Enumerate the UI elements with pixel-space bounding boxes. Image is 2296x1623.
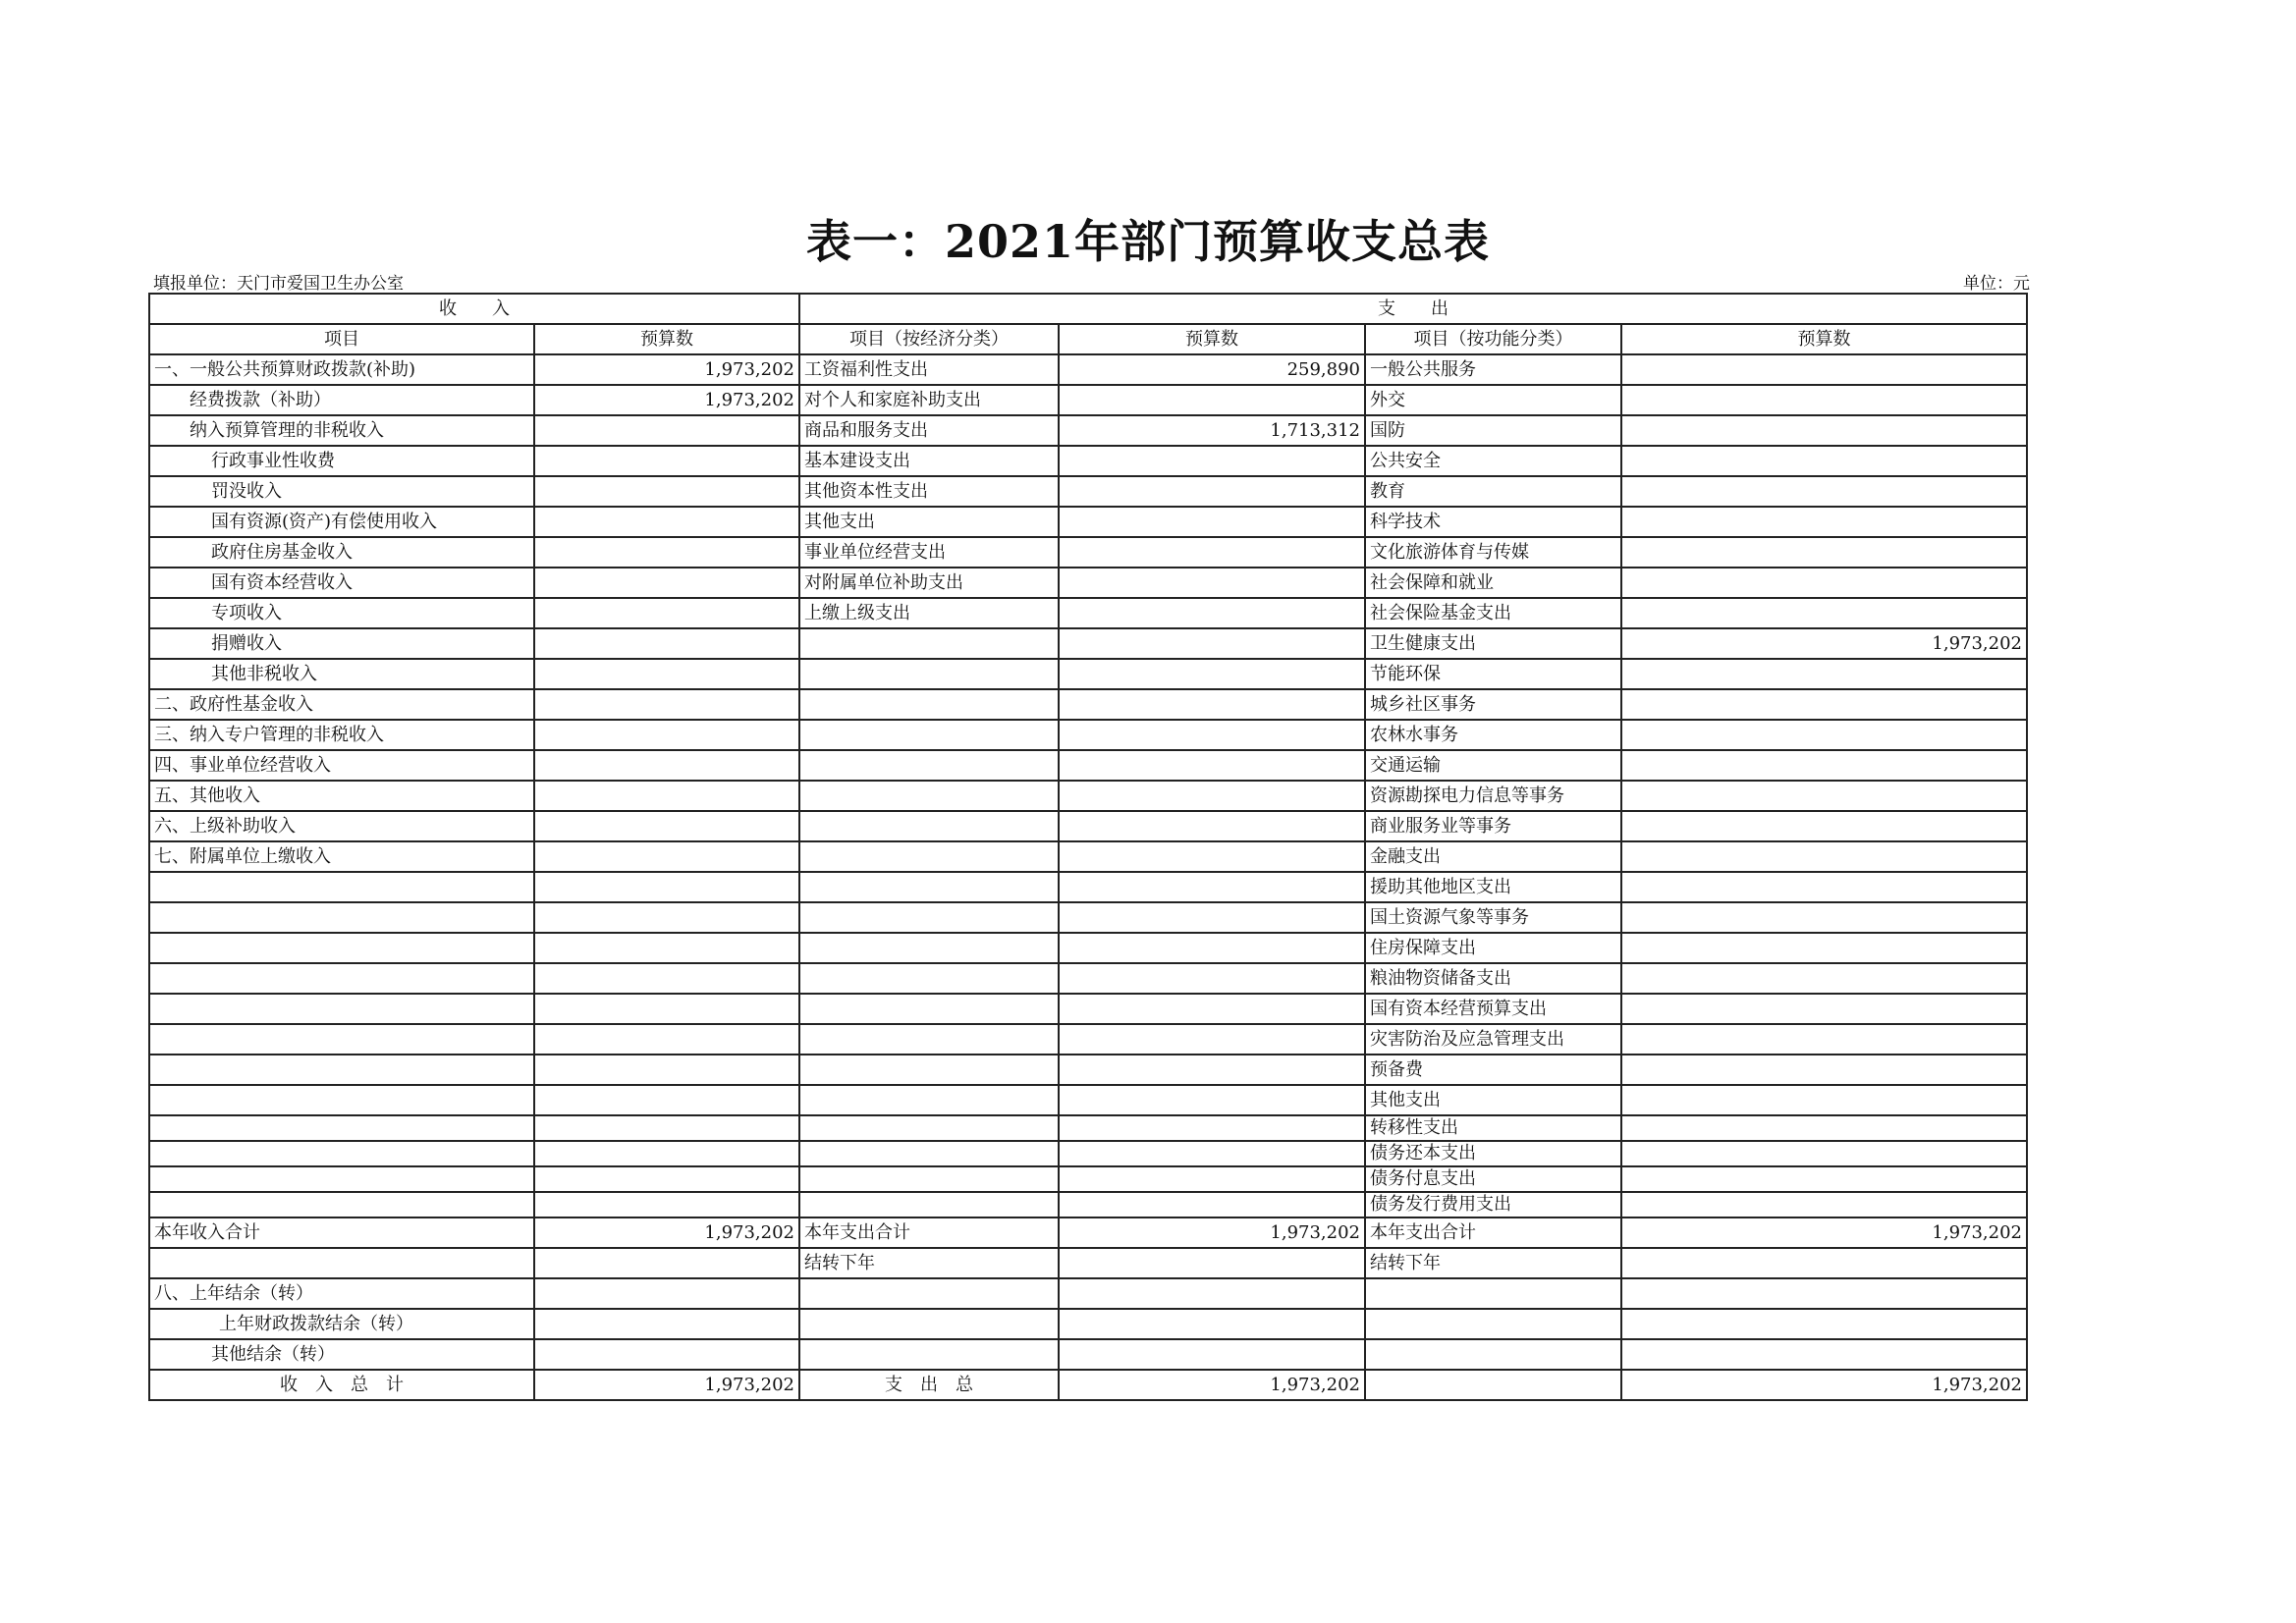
table-row [149, 781, 2027, 811]
econ-item-cell: 其他资本性支出 [799, 476, 1059, 507]
func-amount-cell [1621, 598, 2027, 628]
func-item-cell: 城乡社区事务 [1365, 689, 1621, 720]
func-amount-cell [1621, 1141, 2027, 1166]
func-item-cell: 交通运输 [1365, 750, 1621, 781]
income-item-cell: 其他结余（转） [149, 1339, 534, 1370]
econ-amount-cell: 259,890 [1059, 354, 1365, 385]
func-amount-cell [1621, 415, 2027, 446]
func-item-cell: 节能环保 [1365, 659, 1621, 689]
func-amount-cell: 1,973,202 [1621, 628, 2027, 659]
page-title: 表一：2021年部门预算收支总表 [805, 215, 1491, 268]
econ-amount-cell [1059, 963, 1365, 994]
func-amount-cell [1621, 1192, 2027, 1217]
econ-item-cell [799, 1309, 1059, 1339]
income-item-cell: 二、政府性基金收入 [149, 689, 534, 720]
func-amount-cell [1621, 811, 2027, 841]
func-amount-cell: 1,973,202 [1621, 1217, 2027, 1248]
table-row [149, 537, 2027, 568]
func-amount-cell [1621, 1024, 2027, 1055]
income-item-cell [149, 1024, 534, 1055]
income-item-cell [149, 1115, 534, 1141]
func-item-cell: 金融支出 [1365, 841, 1621, 872]
econ-amount-cell [1059, 385, 1365, 415]
func-item-cell [1365, 1339, 1621, 1370]
expense-section-header: 支 出 [799, 294, 2027, 324]
income-amount-cell: 1,973,202 [534, 1217, 799, 1248]
econ-amount-cell: 1,713,312 [1059, 415, 1365, 446]
table-row [149, 1055, 2027, 1085]
func-item-cell: 教育 [1365, 476, 1621, 507]
func-amount-cell [1621, 568, 2027, 598]
econ-item-cell: 商品和服务支出 [799, 415, 1059, 446]
income-item-cell [149, 963, 534, 994]
currency-unit: 单位：元 [1963, 274, 2030, 294]
table-row [149, 659, 2027, 689]
table-row [149, 933, 2027, 963]
income-amount-cell [534, 1192, 799, 1217]
func-amount-cell [1621, 1339, 2027, 1370]
func-amount-cell [1621, 1115, 2027, 1141]
income-item-cell: 一、一般公共预算财政拨款(补助) [149, 354, 534, 385]
func-item-cell: 预备费 [1365, 1055, 1621, 1085]
econ-item-cell [799, 1085, 1059, 1115]
func-item-cell [1365, 1278, 1621, 1309]
econ-amount-cell [1059, 1278, 1365, 1309]
income-amount-cell [534, 1309, 799, 1339]
income-item-cell: 六、上级补助收入 [149, 811, 534, 841]
func-item-cell: 外交 [1365, 385, 1621, 415]
econ-amount-header: 预算数 [1059, 324, 1365, 354]
econ-item-cell [799, 689, 1059, 720]
func-amount-cell [1621, 507, 2027, 537]
income-amount-cell [534, 872, 799, 902]
table-row [149, 1370, 2027, 1400]
econ-amount-cell [1059, 1085, 1365, 1115]
table-row [149, 446, 2027, 476]
income-amount-cell [534, 476, 799, 507]
table-row [149, 1339, 2027, 1370]
table-row [149, 598, 2027, 628]
econ-item-cell [799, 1166, 1059, 1192]
econ-item-cell: 事业单位经营支出 [799, 537, 1059, 568]
budget-table [148, 293, 2028, 1401]
income-item-cell [149, 994, 534, 1024]
income-amount-cell [534, 1248, 799, 1278]
econ-item-cell [799, 659, 1059, 689]
income-amount-cell [534, 628, 799, 659]
table-row [149, 1024, 2027, 1055]
table-row [149, 841, 2027, 872]
income-item-cell: 国有资本经营收入 [149, 568, 534, 598]
func-amount-cell [1621, 537, 2027, 568]
income-item-cell: 纳入预算管理的非税收入 [149, 415, 534, 446]
econ-amount-cell [1059, 1115, 1365, 1141]
income-amount-cell [534, 841, 799, 872]
table-row [149, 1141, 2027, 1166]
econ-amount-cell [1059, 446, 1365, 476]
econ-amount-cell: 1,973,202 [1059, 1217, 1365, 1248]
func-item-cell: 公共安全 [1365, 446, 1621, 476]
func-amount-cell [1621, 1248, 2027, 1278]
func-item-cell: 卫生健康支出 [1365, 628, 1621, 659]
income-amount-cell: 1,973,202 [534, 354, 799, 385]
income-amount-cell: 1,973,202 [534, 1370, 799, 1400]
income-item-cell: 经费拨款（补助） [149, 385, 534, 415]
income-item-cell: 五、其他收入 [149, 781, 534, 811]
income-item-cell: 本年收入合计 [149, 1217, 534, 1248]
table-row [149, 1192, 2027, 1217]
econ-amount-cell [1059, 1309, 1365, 1339]
income-amount-cell [534, 415, 799, 446]
func-amount-cell [1621, 872, 2027, 902]
func-item-cell: 国防 [1365, 415, 1621, 446]
income-amount-cell [534, 1141, 799, 1166]
table-row [149, 689, 2027, 720]
section-header-row [149, 294, 2027, 324]
func-amount-cell [1621, 750, 2027, 781]
func-amount-cell [1621, 1278, 2027, 1309]
income-amount-cell [534, 963, 799, 994]
func-item-cell: 债务付息支出 [1365, 1166, 1621, 1192]
table-row [149, 354, 2027, 385]
econ-amount-cell [1059, 598, 1365, 628]
income-item-cell: 四、事业单位经营收入 [149, 750, 534, 781]
func-amount-header: 预算数 [1621, 324, 2027, 354]
econ-item-cell: 结转下年 [799, 1248, 1059, 1278]
func-amount-cell [1621, 902, 2027, 933]
income-item-cell: 行政事业性收费 [149, 446, 534, 476]
income-amount-cell [534, 659, 799, 689]
income-amount-cell [534, 720, 799, 750]
econ-item-cell: 支 出 总 [799, 1370, 1059, 1400]
table-row [149, 1309, 2027, 1339]
econ-item-cell [799, 1024, 1059, 1055]
table-row [149, 872, 2027, 902]
func-amount-cell [1621, 933, 2027, 963]
income-item-cell: 政府住房基金收入 [149, 537, 534, 568]
income-item-cell [149, 1055, 534, 1085]
func-item-cell: 国有资本经营预算支出 [1365, 994, 1621, 1024]
income-amount-cell [534, 537, 799, 568]
econ-item-cell [799, 1055, 1059, 1085]
func-item-cell: 科学技术 [1365, 507, 1621, 537]
econ-amount-cell: 1,973,202 [1059, 1370, 1365, 1400]
func-amount-cell [1621, 963, 2027, 994]
income-amount-cell [534, 994, 799, 1024]
income-item-cell [149, 1085, 534, 1115]
table-row [149, 720, 2027, 750]
func-amount-cell [1621, 1085, 2027, 1115]
table-row [149, 1248, 2027, 1278]
func-item-cell: 粮油物资储备支出 [1365, 963, 1621, 994]
table-row [149, 994, 2027, 1024]
econ-item-cell [799, 902, 1059, 933]
func-item-cell: 一般公共服务 [1365, 354, 1621, 385]
econ-amount-cell [1059, 994, 1365, 1024]
func-amount-cell [1621, 354, 2027, 385]
econ-item-cell [799, 994, 1059, 1024]
econ-item-cell [799, 628, 1059, 659]
func-item-cell: 援助其他地区支出 [1365, 872, 1621, 902]
econ-item-cell: 其他支出 [799, 507, 1059, 537]
econ-amount-cell [1059, 689, 1365, 720]
econ-amount-cell [1059, 750, 1365, 781]
income-item-cell [149, 1192, 534, 1217]
income-amount-cell [534, 598, 799, 628]
income-item-cell: 八、上年结余（转） [149, 1278, 534, 1309]
econ-amount-cell [1059, 659, 1365, 689]
income-item-cell: 上年财政拨款结余（转） [149, 1309, 534, 1339]
table-row [149, 1115, 2027, 1141]
func-item-cell: 社会保险基金支出 [1365, 598, 1621, 628]
func-amount-cell [1621, 1055, 2027, 1085]
income-item-cell [149, 902, 534, 933]
func-item-cell: 住房保障支出 [1365, 933, 1621, 963]
func-item-cell: 债务还本支出 [1365, 1141, 1621, 1166]
income-amount-cell [534, 1166, 799, 1192]
budget-table-body [149, 294, 2027, 1400]
func-item-cell: 商业服务业等事务 [1365, 811, 1621, 841]
income-amount-cell [534, 1115, 799, 1141]
econ-amount-cell [1059, 1166, 1365, 1192]
table-row [149, 1085, 2027, 1115]
econ-item-cell [799, 1192, 1059, 1217]
income-amount-cell [534, 446, 799, 476]
econ-amount-cell [1059, 872, 1365, 902]
econ-item-cell [799, 1339, 1059, 1370]
econ-amount-cell [1059, 1141, 1365, 1166]
income-amount-cell [534, 1339, 799, 1370]
econ-item-header: 项目（按经济分类） [799, 324, 1059, 354]
income-amount-cell [534, 1055, 799, 1085]
econ-item-cell [799, 1278, 1059, 1309]
income-item-cell [149, 1166, 534, 1192]
func-amount-cell [1621, 720, 2027, 750]
econ-amount-cell [1059, 568, 1365, 598]
income-item-cell: 国有资源(资产)有偿使用收入 [149, 507, 534, 537]
income-item-cell: 其他非税收入 [149, 659, 534, 689]
econ-item-cell [799, 1115, 1059, 1141]
econ-item-cell [799, 781, 1059, 811]
income-item-cell: 七、附属单位上缴收入 [149, 841, 534, 872]
income-amount-cell [534, 1024, 799, 1055]
econ-item-cell: 对附属单位补助支出 [799, 568, 1059, 598]
econ-amount-cell [1059, 933, 1365, 963]
income-amount-cell [534, 1278, 799, 1309]
econ-amount-cell [1059, 1192, 1365, 1217]
econ-item-cell: 工资福利性支出 [799, 354, 1059, 385]
income-amount-cell [534, 750, 799, 781]
func-item-cell [1365, 1309, 1621, 1339]
econ-item-cell [799, 841, 1059, 872]
func-amount-cell [1621, 689, 2027, 720]
income-amount-cell [534, 902, 799, 933]
table-row [149, 415, 2027, 446]
income-item-cell: 专项收入 [149, 598, 534, 628]
func-amount-cell [1621, 385, 2027, 415]
econ-amount-cell [1059, 841, 1365, 872]
table-row [149, 628, 2027, 659]
table-row [149, 385, 2027, 415]
func-amount-cell [1621, 781, 2027, 811]
func-item-cell: 农林水事务 [1365, 720, 1621, 750]
table-row [149, 507, 2027, 537]
income-amount-cell [534, 568, 799, 598]
func-item-cell: 其他支出 [1365, 1085, 1621, 1115]
income-amount-cell [534, 933, 799, 963]
func-item-cell [1365, 1370, 1621, 1400]
econ-item-cell: 本年支出合计 [799, 1217, 1059, 1248]
income-amount-cell: 1,973,202 [534, 385, 799, 415]
func-item-cell: 灾害防治及应急管理支出 [1365, 1024, 1621, 1055]
table-row [149, 963, 2027, 994]
table-row [149, 1217, 2027, 1248]
income-amount-cell [534, 781, 799, 811]
func-item-cell: 社会保障和就业 [1365, 568, 1621, 598]
income-item-cell: 收 入 总 计 [149, 1370, 534, 1400]
income-item-cell [149, 872, 534, 902]
func-amount-cell [1621, 1309, 2027, 1339]
income-item-cell [149, 1141, 534, 1166]
func-item-cell: 国土资源气象等事务 [1365, 902, 1621, 933]
func-amount-cell [1621, 446, 2027, 476]
econ-amount-cell [1059, 1024, 1365, 1055]
func-item-cell: 结转下年 [1365, 1248, 1621, 1278]
func-amount-cell: 1,973,202 [1621, 1370, 2027, 1400]
table-row [149, 476, 2027, 507]
column-header-row [149, 324, 2027, 354]
income-amount-cell [534, 689, 799, 720]
econ-amount-cell [1059, 720, 1365, 750]
table-row [149, 750, 2027, 781]
income-item-cell: 三、纳入专户管理的非税收入 [149, 720, 534, 750]
func-item-cell: 本年支出合计 [1365, 1217, 1621, 1248]
econ-item-cell [799, 933, 1059, 963]
func-item-header: 项目（按功能分类） [1365, 324, 1621, 354]
reporting-unit: 填报单位：天门市爱国卫生办公室 [153, 274, 404, 294]
econ-amount-cell [1059, 537, 1365, 568]
econ-item-cell [799, 872, 1059, 902]
econ-item-cell: 对个人和家庭补助支出 [799, 385, 1059, 415]
income-item-cell [149, 1248, 534, 1278]
table-row [149, 811, 2027, 841]
func-item-cell: 转移性支出 [1365, 1115, 1621, 1141]
econ-amount-cell [1059, 628, 1365, 659]
income-item-cell [149, 933, 534, 963]
econ-amount-cell [1059, 781, 1365, 811]
econ-item-cell [799, 750, 1059, 781]
econ-item-cell: 基本建设支出 [799, 446, 1059, 476]
econ-amount-cell [1059, 902, 1365, 933]
income-item-header: 项目 [149, 324, 534, 354]
econ-amount-cell [1059, 1339, 1365, 1370]
func-amount-cell [1621, 1166, 2027, 1192]
econ-amount-cell [1059, 1248, 1365, 1278]
income-amount-cell [534, 1085, 799, 1115]
econ-item-cell [799, 811, 1059, 841]
table-row [149, 902, 2027, 933]
econ-amount-cell [1059, 811, 1365, 841]
econ-item-cell [799, 720, 1059, 750]
income-amount-header: 预算数 [534, 324, 799, 354]
table-row [149, 1166, 2027, 1192]
econ-amount-cell [1059, 507, 1365, 537]
econ-amount-cell [1059, 1055, 1365, 1085]
func-item-cell: 资源勘探电力信息等事务 [1365, 781, 1621, 811]
func-amount-cell [1621, 841, 2027, 872]
income-amount-cell [534, 507, 799, 537]
table-row [149, 1278, 2027, 1309]
econ-item-cell [799, 1141, 1059, 1166]
func-item-cell: 债务发行费用支出 [1365, 1192, 1621, 1217]
econ-amount-cell [1059, 476, 1365, 507]
table-row [149, 568, 2027, 598]
income-amount-cell [534, 811, 799, 841]
income-item-cell: 罚没收入 [149, 476, 534, 507]
func-amount-cell [1621, 476, 2027, 507]
econ-item-cell [799, 963, 1059, 994]
func-amount-cell [1621, 659, 2027, 689]
func-item-cell: 文化旅游体育与传媒 [1365, 537, 1621, 568]
func-amount-cell [1621, 994, 2027, 1024]
income-section-header: 收 入 [149, 294, 799, 324]
income-item-cell: 捐赠收入 [149, 628, 534, 659]
econ-item-cell: 上缴上级支出 [799, 598, 1059, 628]
